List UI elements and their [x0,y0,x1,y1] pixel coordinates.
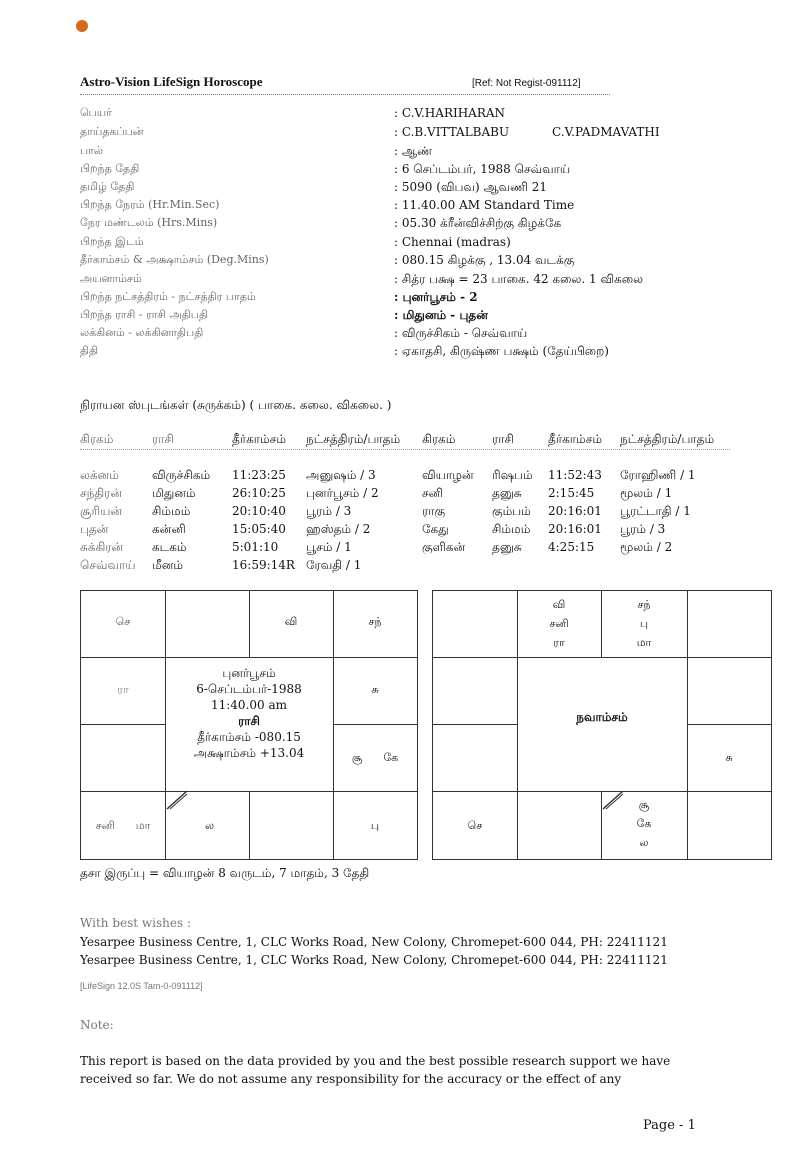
planet-cell: தனுசு [492,540,522,554]
planet-cell: குளிகன் [422,540,466,554]
planet-cell: கும்பம் [492,504,531,518]
planet-cell: மீனம் [152,558,183,572]
planet-cell: லக்னம் [80,468,119,482]
detail-label: பெயர் [80,106,112,119]
planet-cell: வியாழன் [422,468,474,482]
center-line: 11:40.00 am [210,698,287,712]
header-divider [80,449,730,450]
detail-label: தாய்தகப்பன் [80,125,144,138]
col-header: ராசி [152,432,174,446]
detail-value: : 6 செப்டம்பர், 1988 செவ்வாய் [394,162,571,176]
lagna-marker [165,789,189,811]
planet-cell: 16:59:14R [232,558,295,572]
dasa-balance: தசா இருப்பு = வியாழன் 8 வருடம், 7 மாதம், 3 தேதி [80,866,370,880]
detail-label: பிறந்த ராசி - ராசி அதிபதி [80,308,208,321]
detail-label: தீர்காம்சம் & அக்ஷாம்சம் (Deg.Mins) [80,253,269,266]
lagna-marker [601,789,625,811]
note-label: Note: [80,1018,114,1032]
detail-value: : 080.15 கிழக்கு , 13.04 வடக்கு [394,253,575,267]
planet-cell: கேது [422,522,449,536]
center-line: அக்ஷாம்சம் +13.04 [193,746,305,760]
planet-cell: ரேவதி / 1 [306,558,362,572]
detail-label: தமிழ் தேதி [80,180,135,193]
wishes-text: With best wishes : [80,916,192,930]
navamsa-cell: சு [725,751,733,764]
detail-value: : Chennai (madras) [394,235,511,249]
planet-cell: சுக்கிரன் [80,540,124,554]
planet-cell: அனுஷம் / 3 [306,468,376,482]
detail-value: : C.B.VITTALBABU [394,125,510,139]
address-line: Yesarpee Business Centre, 1, CLC Works Road, New Colony, Chromepet-600 044, PH: 22411121 [80,953,668,967]
detail-label: பிறந்த தேதி [80,162,140,175]
rasi-cell: ரா [117,683,129,696]
detail-value: : ஆண் [394,144,433,158]
rasi-cell: சு [371,683,379,696]
center-line: புனர்பூசம் [222,666,276,680]
planet-cell: கடகம் [152,540,187,554]
detail-label: பிறந்த நட்சத்திரம் - நட்சத்திர பாதம் [80,290,256,303]
detail-label: பிறந்த நேரம் (Hr.Min.Sec) [80,198,220,211]
rasi-center [165,665,333,761]
col-header: தீர்காம்சம் [548,432,602,446]
planet-cell: மிதுனம் [152,486,196,500]
detail-value: : ஏகாதசி, கிருஷ்ண பக்ஷம் (தேய்பிறை) [394,344,609,358]
planet-cell: மூலம் / 2 [620,540,673,554]
detail-value: : 5090 (விபவ) ஆவணி 21 [394,180,548,194]
planet-cell: பூரம் / 3 [620,522,666,536]
planet-cell: பூரம் / 3 [306,504,352,518]
report-header [80,72,610,95]
detail-label: பால் [80,144,104,157]
planet-cell: பூரட்டாதி / 1 [620,504,691,518]
detail-value: : C.V.HARIHARAN [394,106,506,120]
planet-cell: 4:25:15 [548,540,595,554]
detail-value: : மிதுனம் - புதன் [394,308,488,322]
note-line: This report is based on the data provided by you and the best possible research support we have [80,1054,671,1068]
planet-cell: 26:10:25 [232,486,286,500]
rasi-cell: ல [205,819,215,832]
planet-cell: சனி [422,486,443,500]
planet-positions-title: நிராயன ஸ்புடங்கள் (சுருக்கம்) ( பாகை. கலை. விகலை. ) [80,398,392,412]
planet-cell: 15:05:40 [232,522,286,536]
detail-label: நேர மண்டலம் (Hrs.Mins) [80,216,218,229]
planet-cell: ஹஸ்தம் / 2 [306,522,371,536]
planet-cell: மூலம் / 1 [620,486,673,500]
planet-cell: விருச்சிகம் [152,468,211,482]
center-line: ராசி [238,714,260,728]
navamsa-cell: செ [467,819,483,832]
ink-spot [76,20,88,32]
detail-value: : 05.30 க்ரீன்விச்சிற்கு கிழக்கே [394,216,562,230]
col-header: தீர்காம்சம் [232,432,286,446]
navamsa-cell: சந் பு மா [636,598,652,649]
reference-number: [Ref: Not Regist-091112] [472,78,581,89]
planet-cell: தனுசு [492,486,522,500]
rasi-cell: சந் [368,615,382,628]
navamsa-cell: சூ கே ல [636,798,652,849]
planet-cell: 20:16:01 [548,522,602,536]
planet-cell: செவ்வாய் [80,558,136,572]
planet-cell: சிம்மம் [492,522,531,536]
planet-cell: பூசம் / 1 [306,540,352,554]
col-header: நட்சத்திரம்/பாதம் [306,432,401,446]
version-text: [LifeSign 12.0S Tam-0-091112] [80,981,203,991]
rasi-chart [80,590,418,860]
col-header: கிரகம் [422,432,456,446]
rasi-cell: சூ கே [351,751,399,764]
detail-label: திதி [80,344,99,357]
detail-label: அயனாம்சம் [80,272,142,285]
detail-value: : விருச்சிகம் - செவ்வாய் [394,326,528,340]
planet-cell: புதன் [80,522,109,536]
navamsa-cell: வி சனி ரா [549,598,569,649]
planet-cell: ரிஷபம் [492,468,533,482]
col-header: கிரகம் [80,432,114,446]
planet-cell: ராகு [422,504,446,518]
planet-cell: 20:16:01 [548,504,602,518]
detail-label: லக்கினம் - லக்கினாதிபதி [80,326,204,339]
detail-label: பிறந்த இடம் [80,235,144,248]
rasi-cell: வி [284,615,298,628]
detail-value: : 11.40.00 AM Standard Time [394,198,575,212]
rasi-cell: செ [115,615,131,628]
col-header: நட்சத்திரம்/பாதம் [620,432,715,446]
planet-cell: 11:52:43 [548,468,602,482]
planet-cell: 2:15:45 [548,486,595,500]
rasi-cell: பு [370,819,380,832]
detail-value: : புனர்பூசம் - 2 [394,290,478,304]
planet-cell: சூரியன் [80,504,123,518]
navamsa-center: நவாம்சம் [576,710,628,724]
detail-value-2: C.V.PADMAVATHI [552,125,660,139]
report-title: Astro-Vision LifeSign Horoscope [80,74,263,89]
planet-cell: சந்திரன் [80,486,123,500]
navamsa-chart [432,590,772,860]
planet-cell: சிம்மம் [152,504,191,518]
detail-value: : சித்ர பக்ஷ = 23 பாகை. 42 கலை. 1 விகலை [394,272,644,286]
col-header: ராசி [492,432,514,446]
page-number: Page - 1 [643,1118,696,1133]
address-line: Yesarpee Business Centre, 1, CLC Works Road, New Colony, Chromepet-600 044, PH: 22411121 [80,935,668,949]
planet-cell: புனர்பூசம் / 2 [306,486,379,500]
planet-cell: ரோஹிணி / 1 [620,468,696,482]
center-line: 6-செப்டம்பர்-1988 [196,682,302,696]
planet-cell: 5:01:10 [232,540,279,554]
note-line: received so far. We do not assume any responsibility for the accuracy or the effect of any [80,1072,622,1086]
planet-cell: 20:10:40 [232,504,286,518]
rasi-cell: சனி மா [95,819,151,832]
planet-cell: கன்னி [152,522,186,536]
planet-cell: 11:23:25 [232,468,286,482]
center-line: தீர்காம்சம் -080.15 [197,730,301,744]
